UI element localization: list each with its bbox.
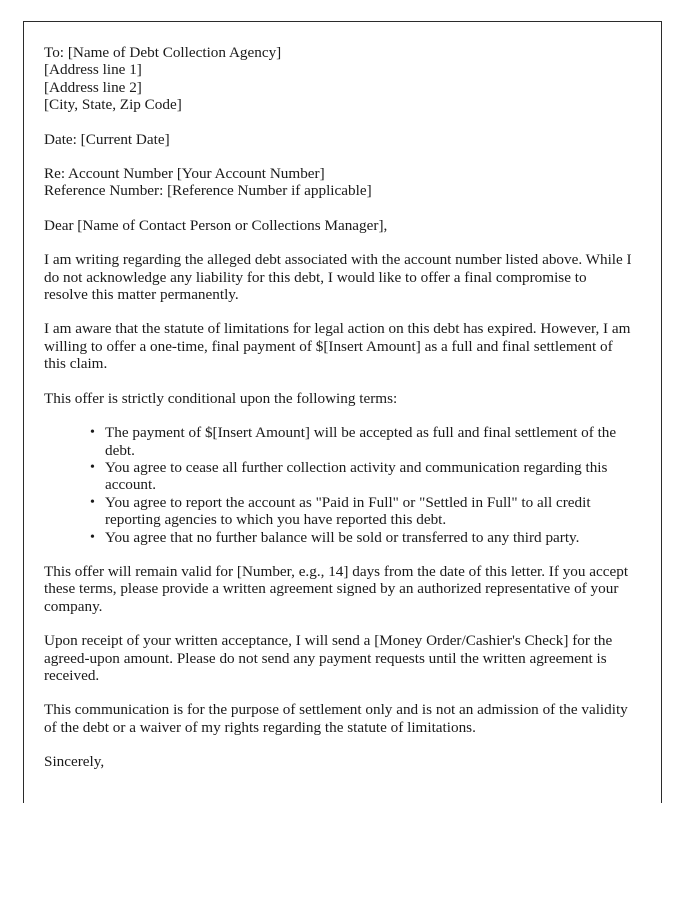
account-number-line: Re: Account Number [Your Account Number] [44,165,325,183]
reference-number-line: Reference Number: [Reference Number if applicable] [44,182,372,200]
recipient-to-line: To: [Name of Debt Collection Agency] [44,44,282,61]
paragraph-offer: I am aware that the statute of limitations for legal action on this debt has expired. However, I am willing to offer a one-time, final payment of $[Insert Amount] as a full and final settlement of this claim. [44,320,631,373]
letter-body [44,44,632,788]
list-item: • The payment of $[Insert Amount] will be accepted as full and final settlement of the debt. [90,424,632,459]
paragraph-payment-method: Upon receipt of your written acceptance, I will send a [Money Order/Cashier's Check] for the agreed-upon amount. Please do not send any payment requests until the written agreement is received. [44,632,613,684]
reference-block [44,165,632,200]
recipient-city-state-zip: [City, State, Zip Code] [44,96,182,114]
recipient-address-line-1: [Address line 1] [44,61,142,79]
recipient-address-line-2: [Address line 2] [44,78,142,96]
date-line: Date: [Current Date] [44,130,170,148]
paragraph-terms-lead-in: This offer is strictly conditional upon the following terms: [44,389,398,407]
list-item: • You agree to cease all further collection activity and communication regarding this account. [90,459,632,494]
list-item: • You agree to report the account as "Paid in Full" or "Settled in Full" to all credit reporting agencies to which you have reported this debt. [90,494,632,529]
closing-salutation: Sincerely, [44,753,105,771]
paragraph-validity: This offer will remain valid for [Number, e.g., 14] days from the date of this letter. If you accept these terms, please provide a written agreement signed by an authorized representative of your company. [44,562,629,615]
paragraph-intro: I am writing regarding the alleged debt associated with the account number listed above. While I do not acknowledge any liability for this debt, I would like to offer a final compromise to resolve this matter permanently. [44,251,632,304]
paragraph-disclaimer: This communication is for the purpose of settlement only and is not an admission of the validity of the debt or a waiver of my rights regarding the statute of limitations. [44,701,628,736]
recipient-block [44,44,632,114]
list-item: • You agree that no further balance will be sold or transferred to any third party. [90,529,632,546]
terms-list [44,424,632,546]
salutation: Dear [Name of Contact Person or Collections Manager], [44,216,388,234]
date-block [44,131,632,148]
